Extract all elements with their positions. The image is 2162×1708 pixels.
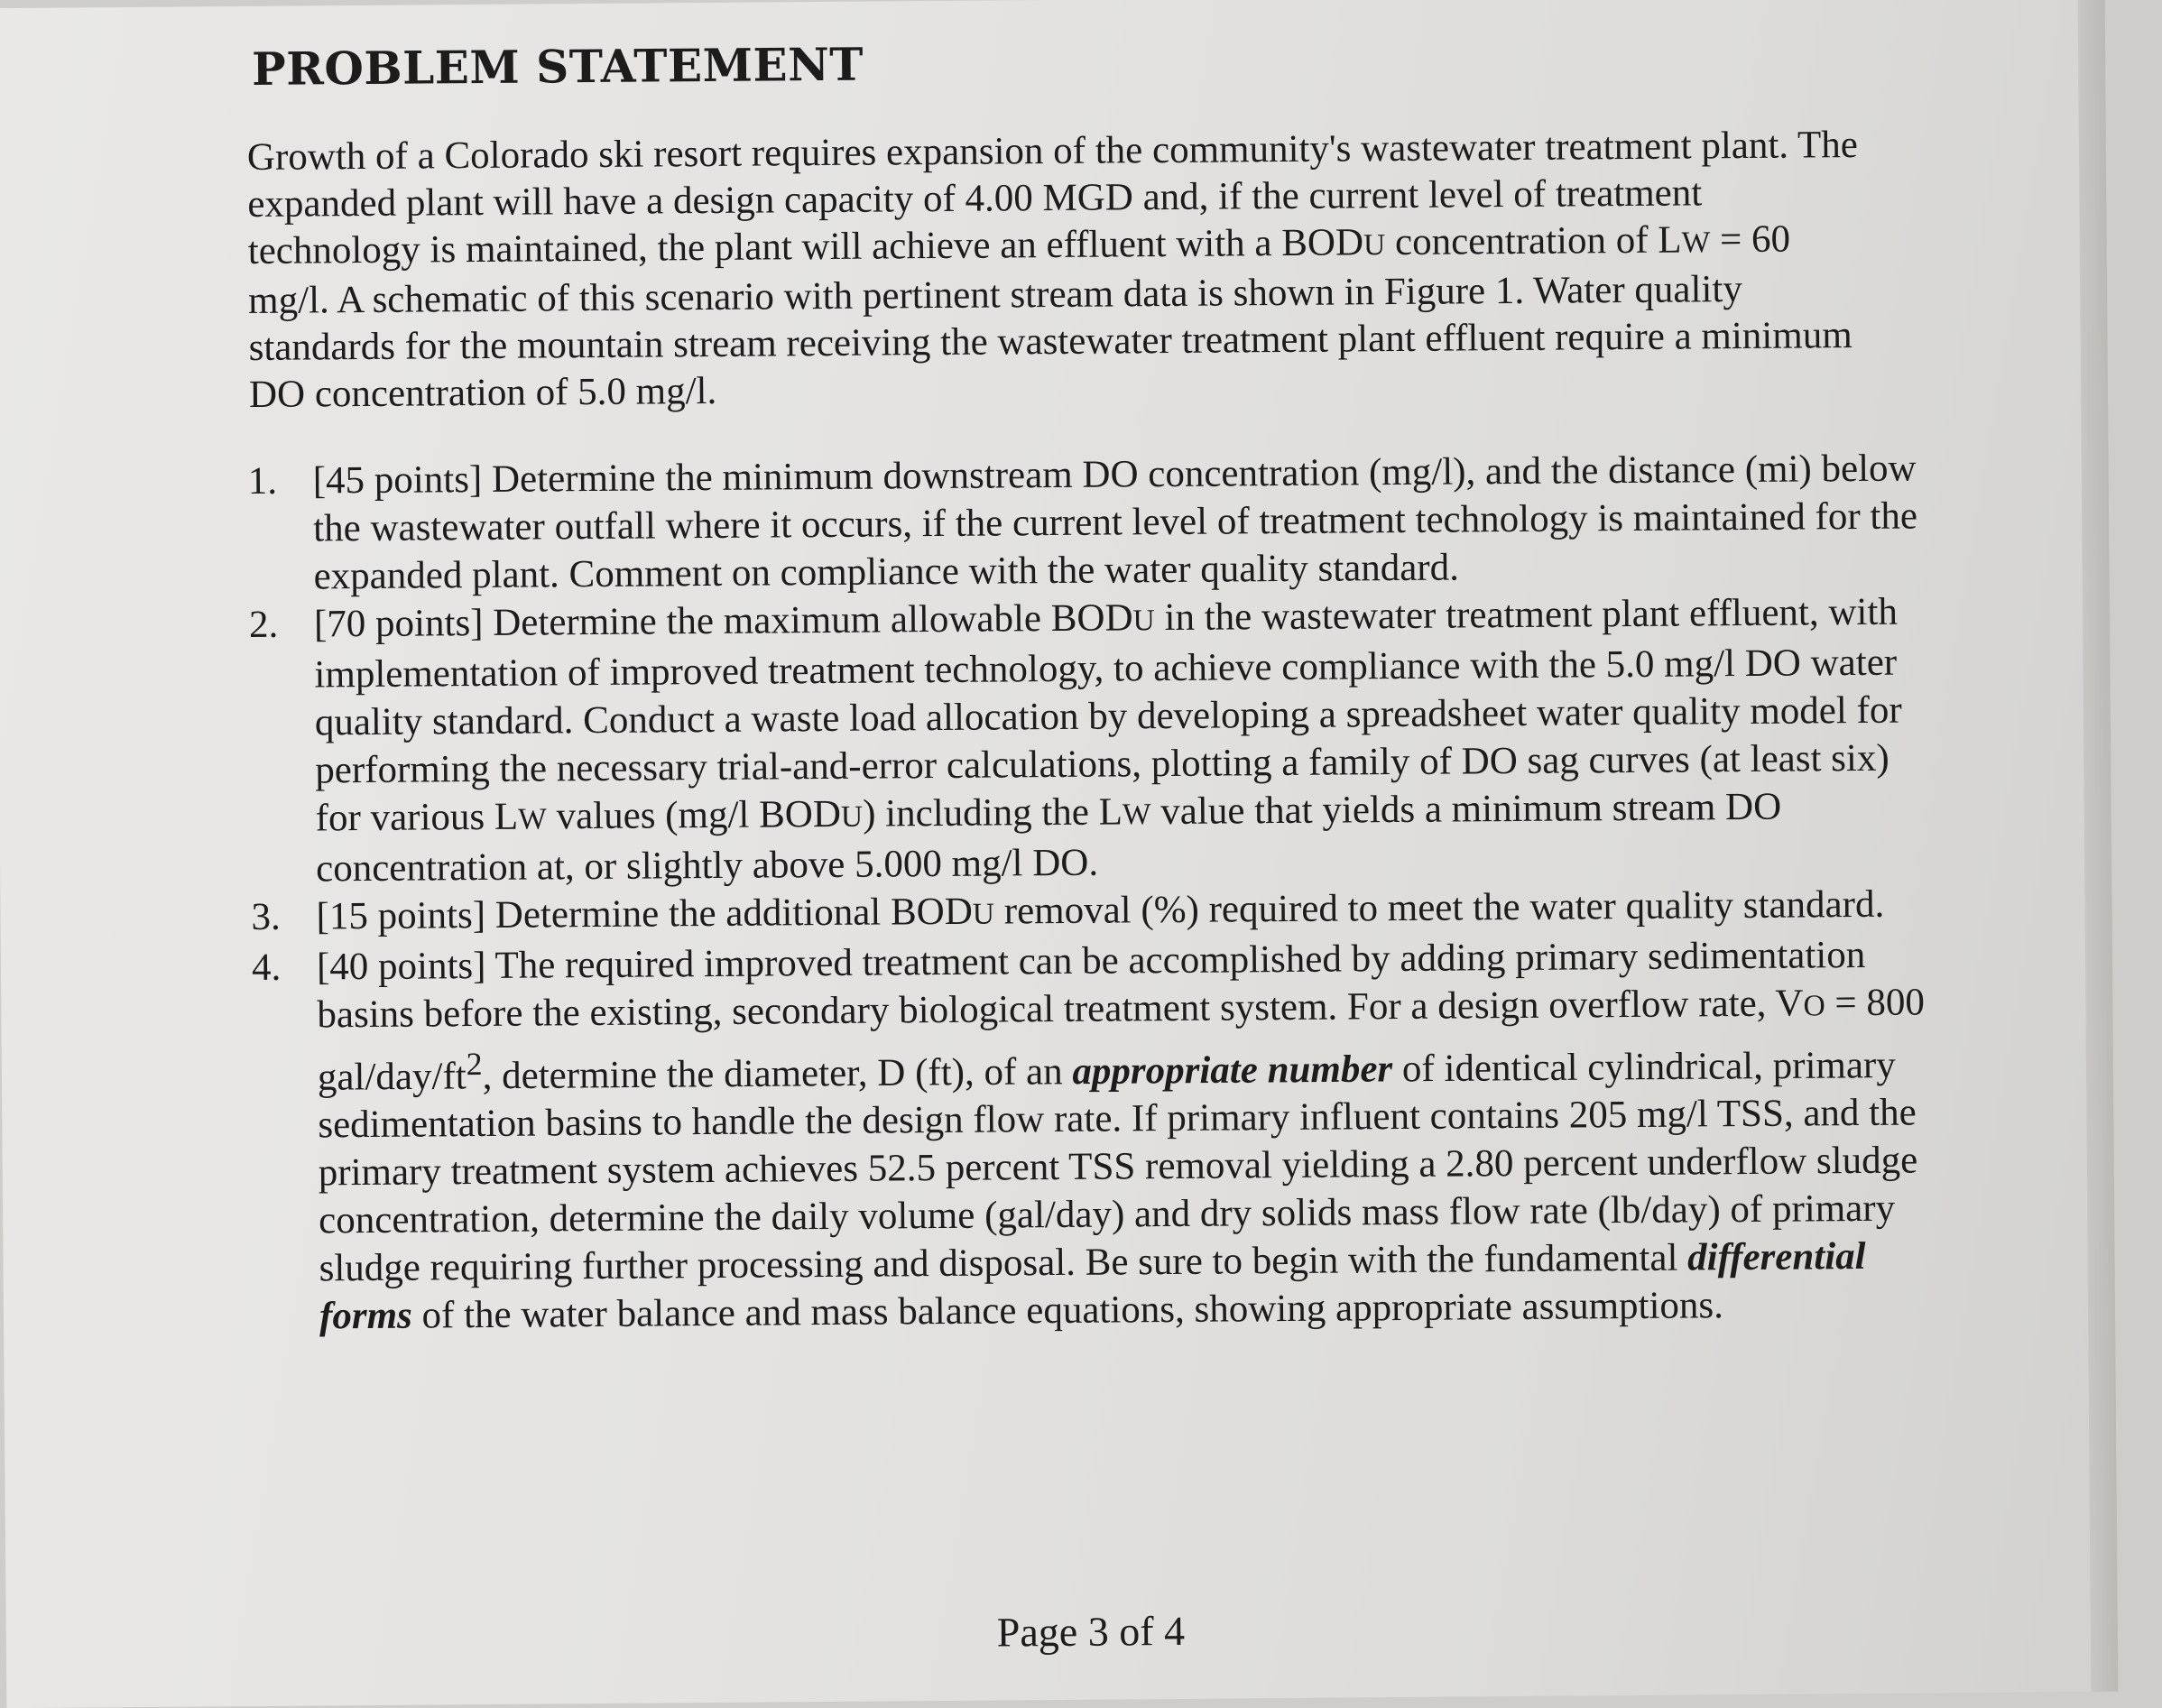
problem-item-1 <box>241 444 1938 601</box>
problem-text: [40 points] The required improved treatment can be accomplished by adding primary sedimentation basins before the existing, secondary biological treatment system. For a design overflow rate, V <box>316 933 1866 1037</box>
intro-text-2: concentration of L <box>1385 218 1682 264</box>
problem-text: [70 points] Determine the maximum allowable BOD <box>313 596 1133 646</box>
subscript: U <box>840 799 864 834</box>
intro-paragraph <box>247 122 1873 419</box>
superscript: 2 <box>466 1045 483 1083</box>
subscript: W <box>1122 798 1151 832</box>
problem-text: removal (%) required to meet the water quality standard. <box>993 882 1885 933</box>
subscript: U <box>972 897 995 931</box>
intro-subscript-u: U <box>1363 228 1386 263</box>
problem-text: of the water balance and mass balance equations, showing appropriate assumptions. <box>411 1284 1724 1337</box>
problem-text: ) including the L <box>862 790 1123 836</box>
problem-number: 4. <box>251 946 282 990</box>
problem-number: 2. <box>248 603 279 647</box>
subscript: O <box>1803 989 1825 1023</box>
problem-text: value that yields a minimum stream DO concentration at, or slightly above 5.000 mg/l DO. <box>315 785 1782 891</box>
problem-list <box>241 444 1945 1341</box>
page-heading: PROBLEM STATEMENT <box>251 37 864 96</box>
problem-text: = 800 gal/day/ft <box>317 981 1926 1099</box>
intro-text-3: = 60 mg/l. A schematic of this scenario with pertinent stream data is shown in Figure 1. Water quality standards for the mountain stream receiving the wastewater treatment plant effluent require a minimum DO concentration of 5.0 mg/l. <box>248 217 1852 417</box>
emphasis-text: appropriate number <box>1072 1048 1393 1094</box>
problem-item-4 <box>245 930 1944 1341</box>
subscript: U <box>1132 604 1155 638</box>
problem-item-2 <box>242 587 1940 893</box>
problem-text: in the wastewater treatment plant effluent, with implementation of improved treatment technology, to achieve compliance with the 5.0 mg/l DO water quality standard. Conduct a waste load allocation by developing a spreadsheet water quality model for performing the necessary trial-and-error calculations, plotting a family of DO sag curves (at least six) for various L <box>314 590 1902 840</box>
emphasis-text: differential forms <box>319 1235 1866 1338</box>
problem-text: , determine the diameter, D (ft), of an <box>482 1050 1073 1098</box>
intro-subscript-w: W <box>1681 226 1711 260</box>
problem-number: 3. <box>251 895 281 939</box>
page-number: Page 3 of 4 <box>996 1607 1186 1656</box>
problem-text: of identical cylindrical, primary sedimentation basins to handle the design flow rate. If primary influent contains 205 mg/l TSS, and the primary treatment system achieves 52.5 percent TSS removal yielding a 2.80 percent underflow sludge concentration, determine the daily volume (gal/day) and dry solids mass flow rate (lb/day) of primary sludge requiring further processing and disposal. Be sure to begin with the fundamental <box>318 1044 1918 1290</box>
problem-text: [45 points] Determine the minimum downstream DO concentration (mg/l), and the distance (mi) below the wastewater outfall where it occurs, if the current level of treatment technology is maintained for the expanded plant. Comment on compliance with the water quality standard. <box>312 447 1918 598</box>
problem-text: values (mg/l BOD <box>546 792 842 838</box>
page-edge-shadow <box>2078 0 2119 1692</box>
subscript: W <box>518 802 548 836</box>
intro-text-1: Growth of a Colorado ski resort requires expansion of the community's wastewater treatment plant. The expanded plant will have a design capacity of 4.00 MGD and, if the current level of treatment technology is maintained, the plant will achieve an effluent with a BOD <box>246 123 1859 273</box>
problem-number: 1. <box>247 459 278 503</box>
problem-text: [15 points] Determine the additional BOD <box>316 890 973 938</box>
